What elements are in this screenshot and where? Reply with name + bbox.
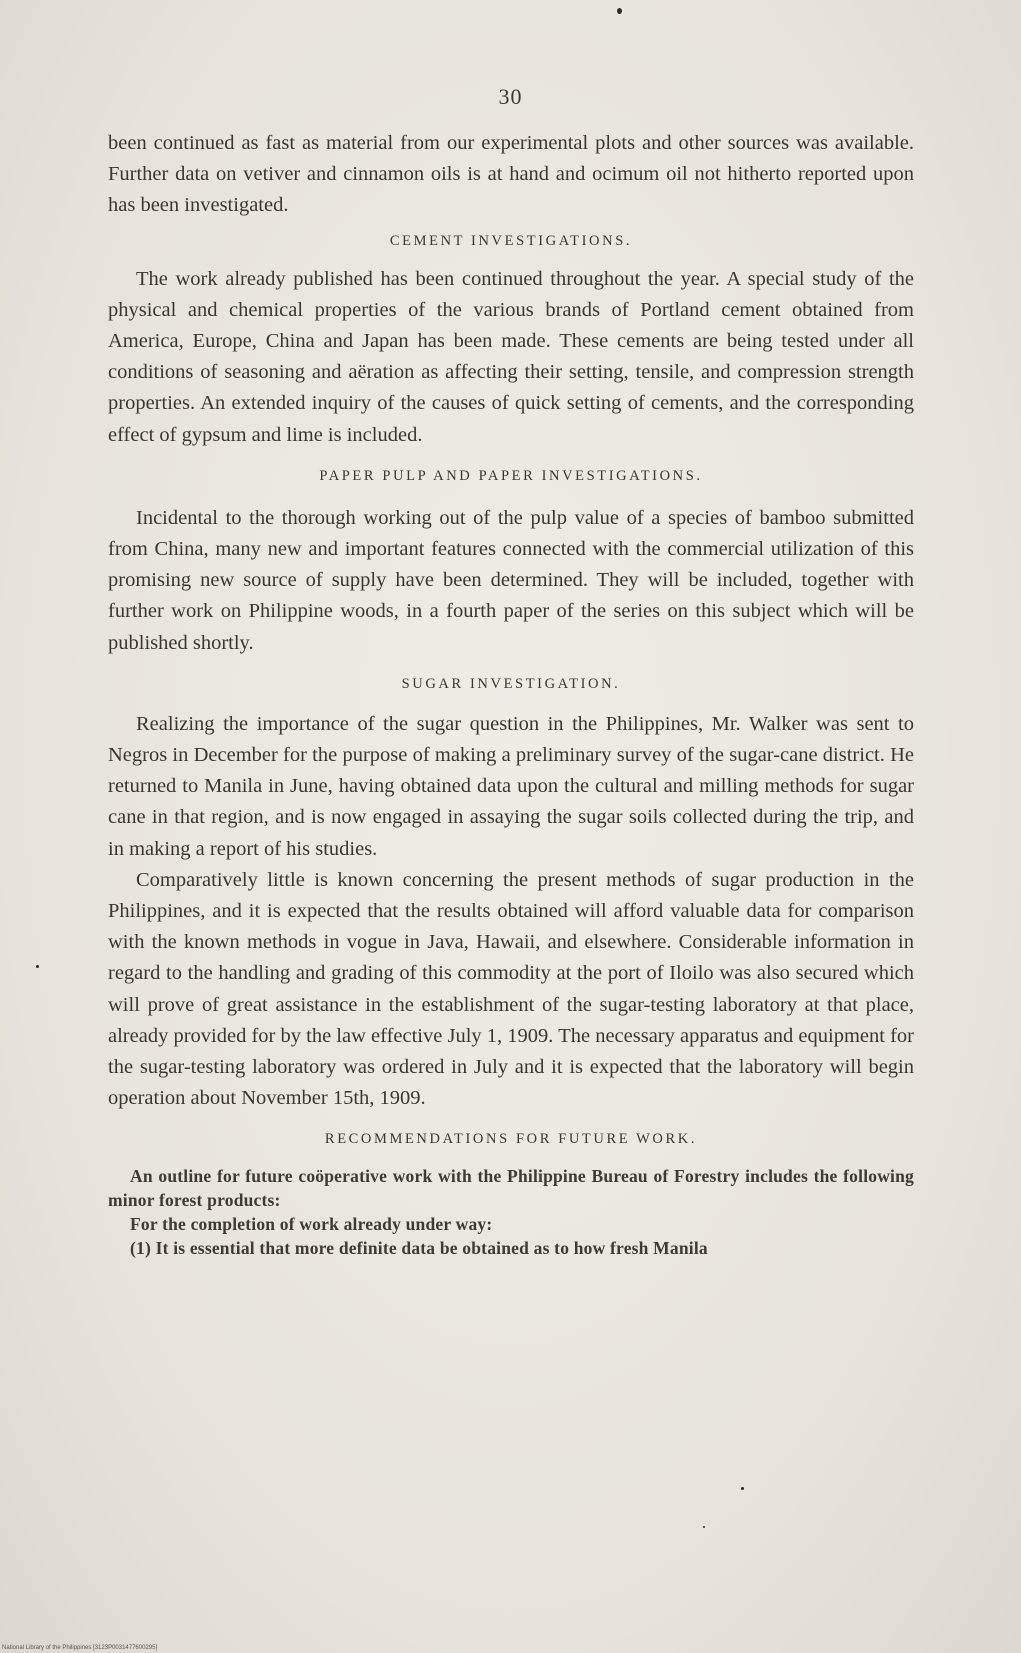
recommendation-completion: For the completion of work already under way:	[130, 1214, 493, 1235]
scan-footer: National Library of the Philippines [3123P0031477600295]	[2, 1645, 158, 1651]
heading-sugar: SUGAR INVESTIGATION.	[401, 675, 621, 692]
scan-speck	[617, 8, 622, 14]
sugar-paragraph-2: Comparatively little is known concerning the present methods of sugar production in the Philippines, and it is expected that the results obtained will afford valuable data for comparison with the known methods in vogue in Java, Hawaii, and elsewhere. Considerable information in regard to the handling and grading of this commodity at the port of Iloilo was also secured which will prove of great assistance in the establishment of the sugar-testing laboratory at that place, already provided for by the law effective July 1, 1909. The necessary apparatus and equipment for the sugar-testing laboratory was ordered in July and it is expected that the laboratory will begin operation about November 15th, 1909.	[108, 868, 914, 1110]
heading-paper: PAPER PULP AND PAPER INVESTIGATIONS.	[319, 467, 703, 484]
sugar-paragraph-1: Realizing the importance of the sugar question in the Philippines, Mr. Walker was sent to Negros in December for the purpose of making a preliminary survey of the sugar-cane district. He returned to Manila in June, having obtained data upon the cultural and milling methods for sugar cane in that region, and is now engaged in assaying the sugar soils collected during the trip, and in making a report of his studies.	[108, 712, 914, 860]
recommendation-outline: An outline for future coöperative work with the Philippine Bureau of Forestry includes the following minor forest products:	[108, 1166, 914, 1211]
scan-speck	[741, 1487, 744, 1490]
page-number: 30	[498, 84, 523, 109]
paper-paragraph: Incidental to the thorough working out of the pulp value of a species of bamboo submitted from China, many new and important features connected with the commercial utilization of this promising new source of supply have been determined. They will be included, together with further work on Philippine woods, in a fourth paper of the series on this subject which will be published shortly.	[108, 506, 914, 654]
heading-recommendations: RECOMMENDATIONS FOR FUTURE WORK.	[324, 1131, 698, 1148]
heading-cement: CEMENT INVESTIGATIONS.	[389, 232, 633, 249]
scan-speck	[36, 965, 39, 968]
intro-paragraph: been continued as fast as material from our experimental plots and other sources was available. Further data on vetiver and cinnamon oils is at hand and ocimum oil not hitherto reported upon has been investigated.	[108, 132, 914, 217]
cement-paragraph: The work already published has been continued throughout the year. A special study of the physical and chemical properties of the various brands of Portland cement obtained from America, Europe, China and Japan has been made. These cements are being tested under all conditions of seasoning and aëration as affecting their setting, tensile, and compression strength properties. An extended inquiry of the causes of quick setting of cements, and the corresponding effect of gypsum and lime is included.	[108, 267, 914, 446]
page-body	[108, 128, 914, 1260]
recommendation-item-1: (1) It is essential that more definite data be obtained as to how fresh Manila	[130, 1238, 708, 1259]
scan-speck	[703, 1526, 705, 1528]
